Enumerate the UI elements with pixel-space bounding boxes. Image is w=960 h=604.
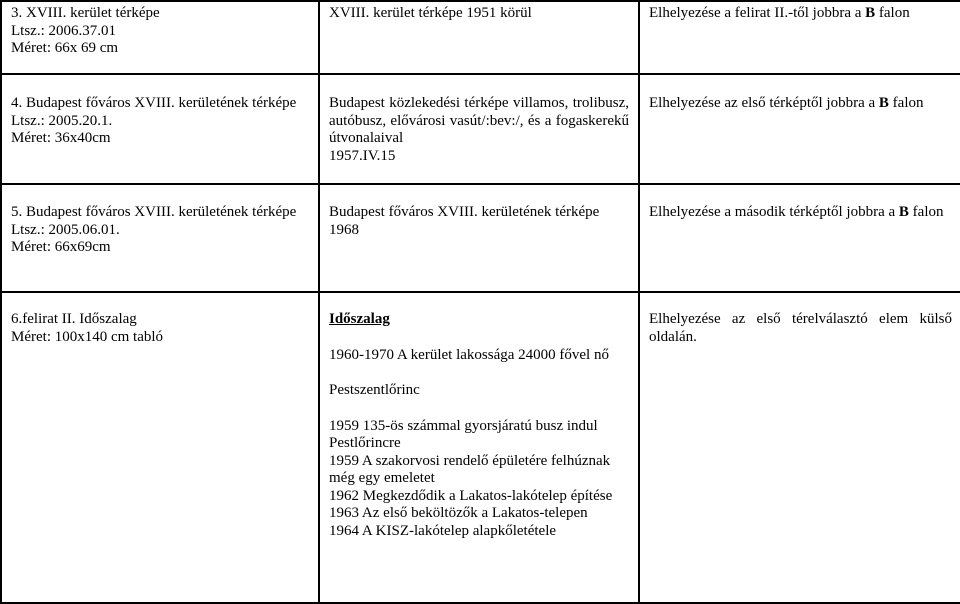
row2-cell-1: [1, 74, 319, 184]
row1-description: XVIII. kerület térképe 1951 körül: [329, 5, 532, 21]
row2-placement-pre: Elhelyezése az első térképtől jobbra a: [649, 95, 879, 111]
row1-placement-wall: B: [865, 5, 876, 21]
row3-cell-1: [1, 184, 319, 292]
row3-placement-wall: B: [898, 204, 909, 220]
row4-title: 6.felirat II. Időszalag: [11, 311, 137, 327]
row2-description: Budapest közlekedési térképe villamos, trolibusz, autóbusz, elővárosi vasút/:bev:/, és a fogaskerekű útvonalaival: [329, 95, 629, 146]
table-row: [1, 184, 960, 292]
row2-cell-2: [319, 74, 639, 184]
table-row: [1, 74, 960, 184]
timeline-item: 1963 Az első beköltözők a Lakatos-telepen: [329, 505, 588, 521]
timeline-item: 1959 A szakorvosi rendelő épületére felhúznak még egy emeletet: [329, 452, 611, 486]
timeline-item: 1959 135-ös számmal gyorsjáratú busz indul Pestlőrincre: [329, 417, 598, 451]
table-row: [1, 292, 960, 603]
timeline-heading: Időszalag: [329, 311, 390, 327]
row1-size: Méret: 66x 69 cm: [11, 40, 119, 56]
row3-placement-post: falon: [908, 204, 944, 220]
row2-size: Méret: 36x40cm: [11, 130, 111, 146]
row3-date: 1968: [329, 221, 359, 238]
row2-date: 1957.IV.15: [329, 147, 396, 164]
row3-cell-3: [639, 184, 960, 292]
row4-cell-3: [639, 292, 960, 603]
row1-placement-post: falon: [875, 5, 910, 21]
row2-inventory: Ltsz.: 2005.20.1.: [11, 112, 113, 129]
row3-cell-2: [319, 184, 639, 292]
timeline-place: Pestszentlőrinc: [329, 382, 420, 398]
row1-inventory: Ltsz.: 2006.37.01: [11, 22, 116, 39]
row4-cell-1: [1, 292, 319, 603]
row3-title: 5. Budapest főváros XVIII. kerületének térképe: [11, 204, 297, 220]
row2-cell-3: [639, 74, 960, 184]
row2-title: 4. Budapest főváros XVIII. kerületének térképe: [11, 95, 297, 111]
row1-cell-2: [319, 1, 639, 74]
row4-placement: Elhelyezése az első térelválasztó elem külső oldalán.: [649, 311, 952, 345]
timeline-item: 1964 A KISZ-lakótelep alapkőletétele: [329, 522, 557, 539]
row1-cell-3: [639, 1, 960, 74]
row4-cell-2: [319, 292, 639, 603]
row3-inventory: Ltsz.: 2005.06.01.: [11, 221, 120, 238]
row2-placement-post: falon: [888, 95, 924, 111]
row4-size: Méret: 100x140 cm tabló: [11, 328, 164, 345]
timeline-item: 1962 Megkezdődik a Lakatos-lakótelep építése: [329, 487, 613, 504]
row3-description: Budapest főváros XVIII. kerületének térképe: [329, 204, 600, 220]
row3-placement-pre: Elhelyezése a második térképtől jobbra a: [649, 204, 899, 220]
row1-cell-1: [1, 1, 319, 74]
row3-size: Méret: 66x69cm: [11, 239, 111, 255]
row2-placement-wall: B: [878, 95, 889, 111]
table-row: [1, 1, 960, 74]
row1-placement-pre: Elhelyezése a felirat II.-től jobbra a: [649, 5, 866, 21]
timeline-intro: 1960-1970 A kerület lakossága 24000 fővel nő: [329, 346, 609, 363]
row1-title: 3. XVIII. kerület térképe: [11, 5, 160, 21]
